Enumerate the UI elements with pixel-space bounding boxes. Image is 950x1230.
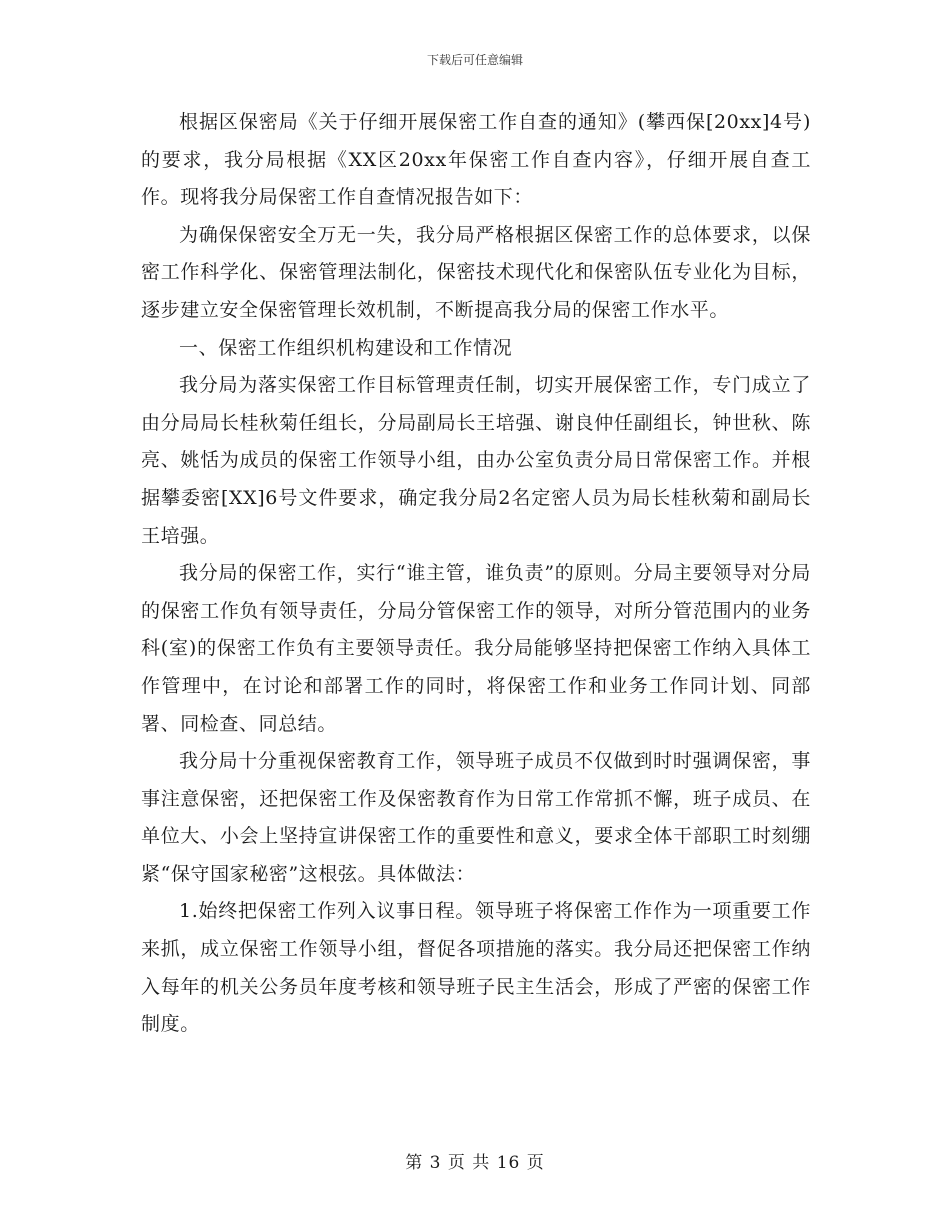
document-body xyxy=(141,104,811,1044)
page-number: 第 3 页 共 16 页 xyxy=(405,1153,545,1173)
paragraph-intro: 根据区保密局《关于仔细开展保密工作自查的通知》(攀西保[20xx]4号)的要求，我分局根据《XX区20xx年保密工作自查内容》，仔细开展自查工作。现将我分局保密工作自查情况报告如下： xyxy=(141,111,811,209)
paragraph-responsibility: 我分局的保密工作，实行“谁主管，谁负责”的原则。分局主要领导对分局的保密工作负有领导责任，分局分管保密工作的领导，对所分管范围内的业务科(室)的保密工作负有主要领导责任。我分局能够坚持把保密工作纳入具体工作管理中，在讨论和部署工作的同时，将保密工作和业务工作同计划、同部署、同检查、同总结。 xyxy=(141,562,811,735)
paragraph-education: 我分局十分重视保密教育工作，领导班子成员不仅做到时时强调保密，事事注意保密，还把保密工作及保密教育作为日常工作常抓不懈，班子成员、在单位大、小会上坚持宣讲保密工作的重要性和意义，要求全体干部职工时刻绷紧“保守国家秘密”这根弦。具体做法： xyxy=(141,750,811,885)
paragraph-organization: 我分局为落实保密工作目标管理责任制，切实开展保密工作，专门成立了由分局局长桂秋菊任组长，分局副局长王培强、谢良仲任副组长，钟世秋、陈亮、姚恬为成员的保密工作领导小组，由办公室负责分局日常保密工作。并根据攀委密[XX]6号文件要求，确定我分局2名定密人员为局长桂秋菊和副局长王培强。 xyxy=(141,374,811,547)
paragraph-item-1: 1.始终把保密工作列入议事日程。领导班子将保密工作作为一项重要工作来抓，成立保密工作领导小组，督促各项措施的落实。我分局还把保密工作纳入每年的机关公务员年度考核和领导班子民主生活会，形成了严密的保密工作制度。 xyxy=(141,900,811,1036)
paragraph-goal: 为确保保密安全万无一失，我分局严格根据区保密工作的总体要求，以保密工作科学化、保密管理法制化，保密技术现代化和保密队伍专业化为目标，逐步建立安全保密管理长效机制，不断提高我分局的保密工作水平。 xyxy=(141,223,811,321)
page-header: 下载后可任意编辑 xyxy=(426,53,523,67)
section-heading-1: 一、保密工作组织机构建设和工作情况 xyxy=(179,336,513,359)
